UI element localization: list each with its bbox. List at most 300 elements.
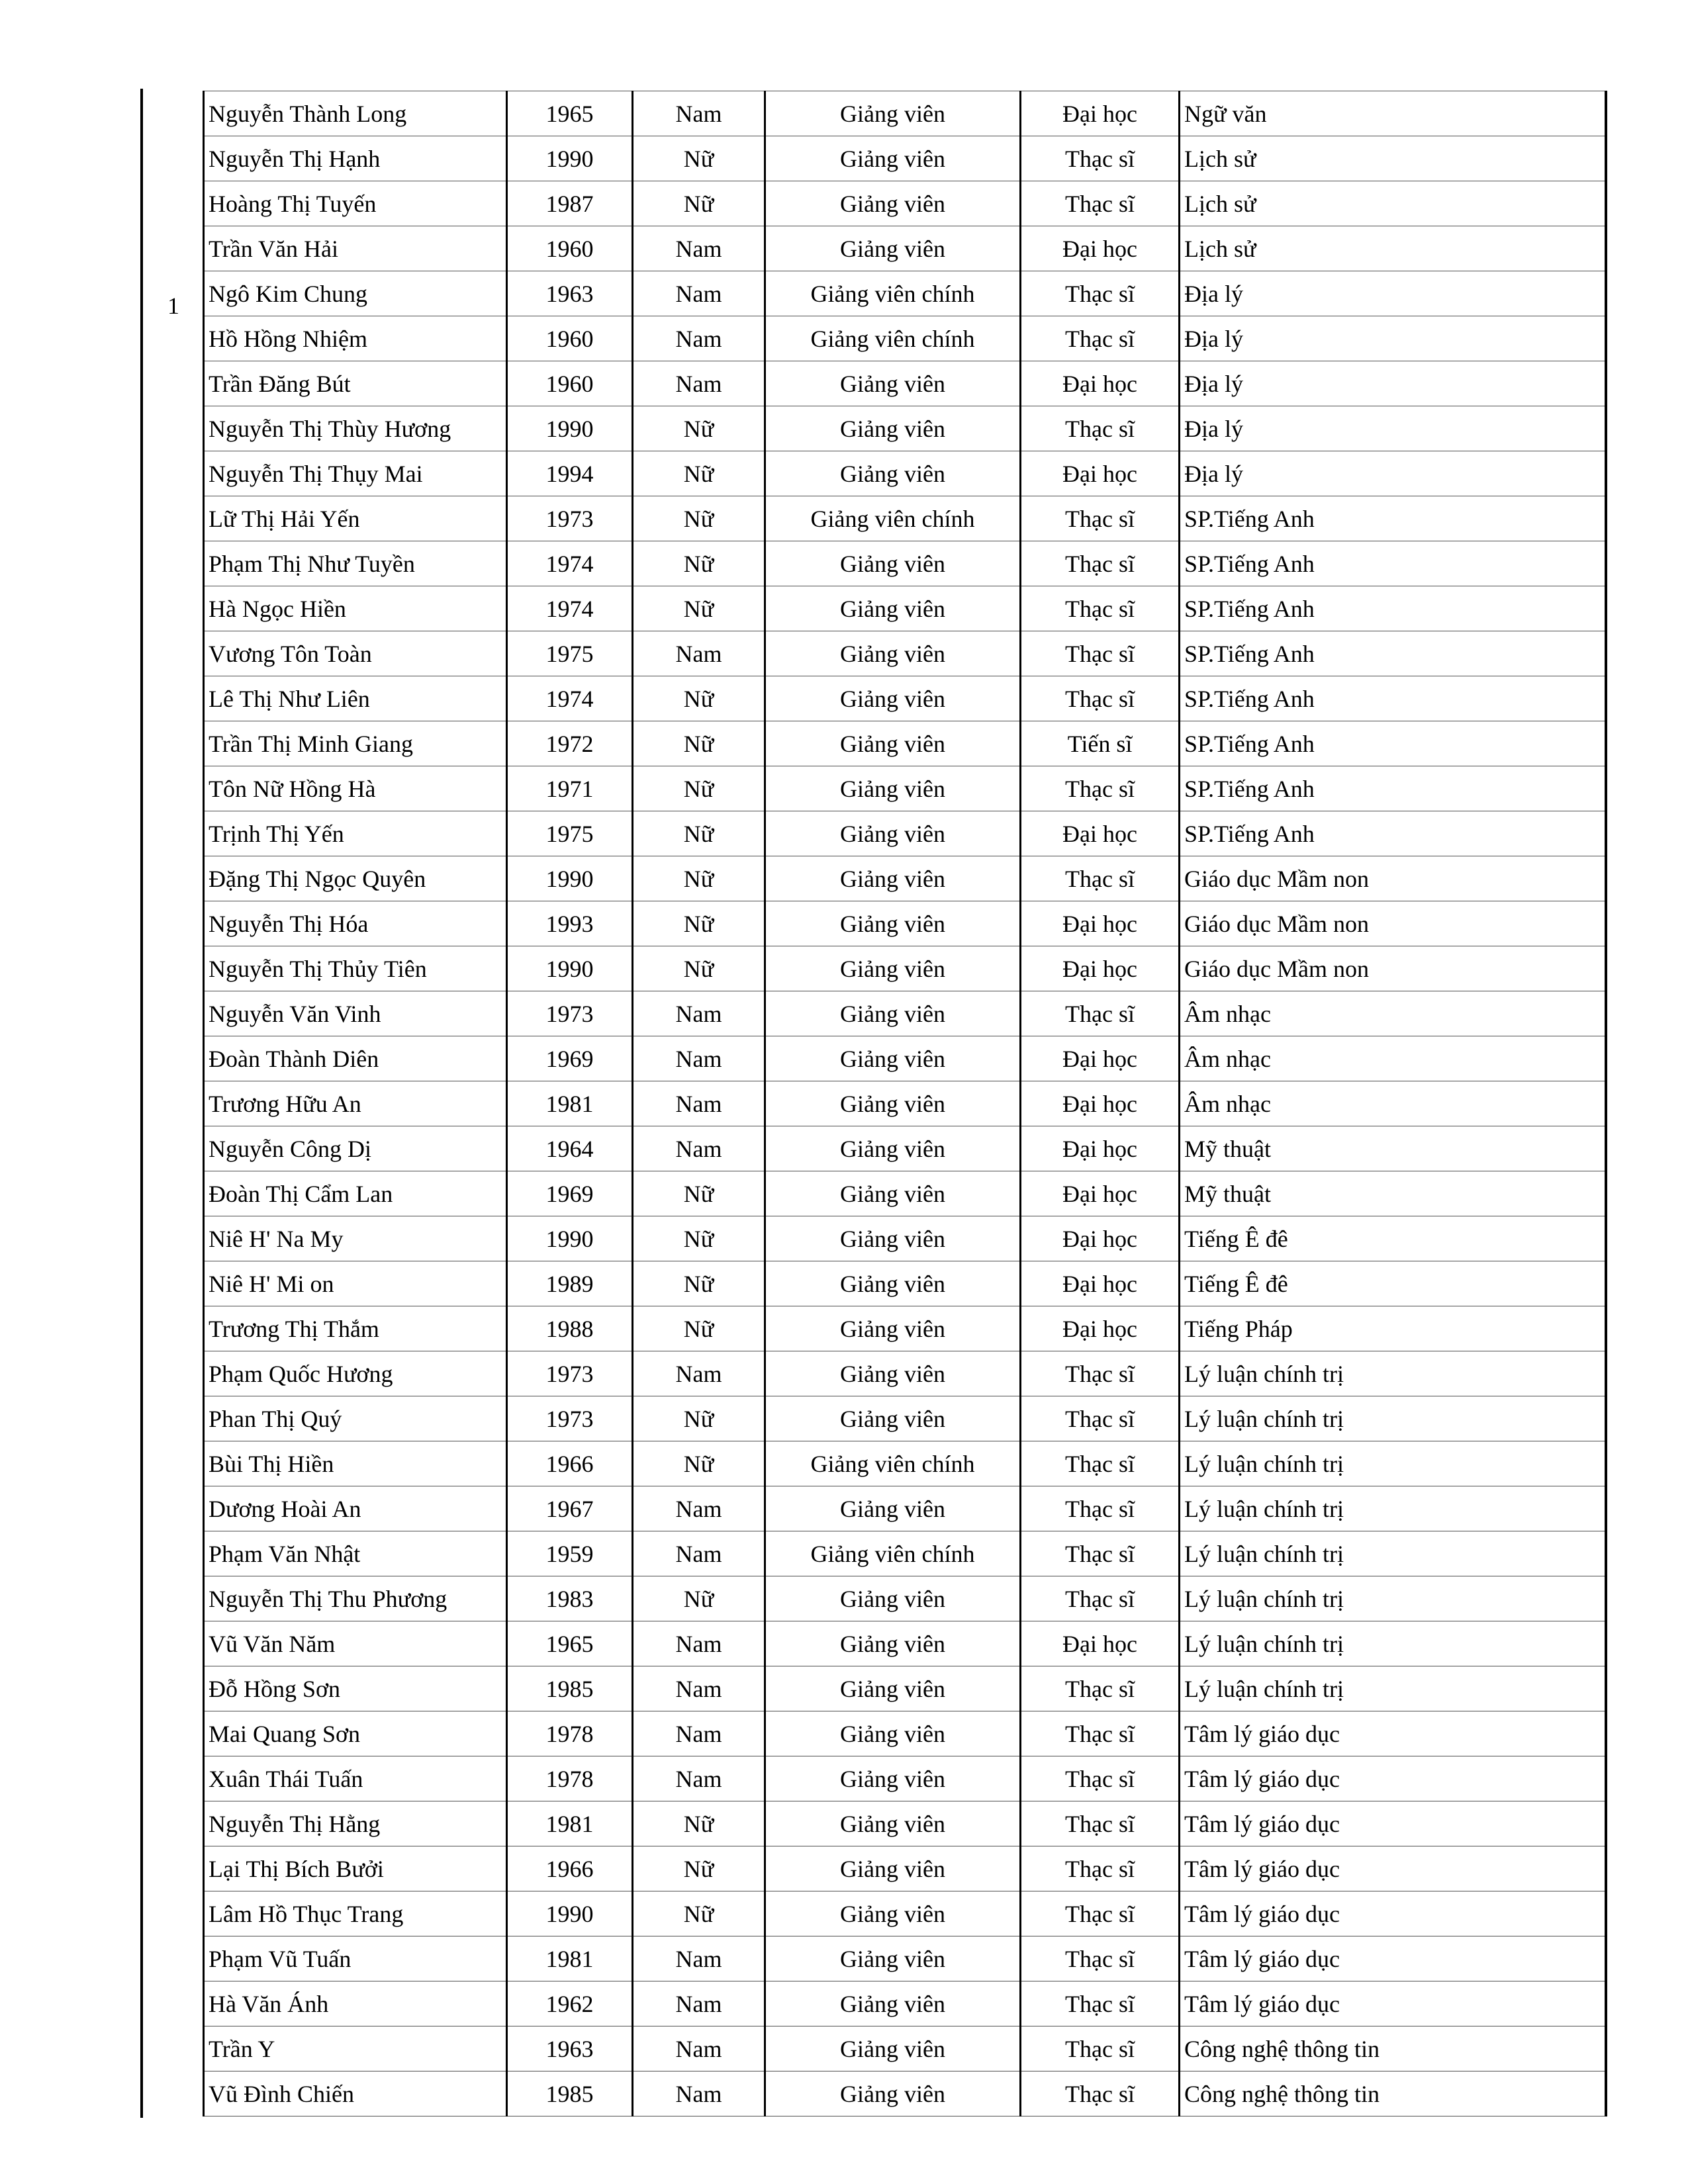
birth-year-cell: 1973 (507, 1396, 633, 1441)
table-row (204, 181, 1606, 226)
degree-cell: Tiến sĩ (1021, 721, 1180, 766)
job-title-cell: Giảng viên (765, 811, 1021, 856)
job-title-cell: Giảng viên (765, 631, 1021, 676)
table-row (204, 1936, 1606, 1981)
job-title-cell: Giảng viên chính (765, 316, 1021, 361)
staff-table-body (204, 91, 1606, 2116)
job-title-cell: Giảng viên (765, 1126, 1021, 1171)
degree-cell: Đại học (1021, 1126, 1180, 1171)
job-title-cell: Giảng viên (765, 676, 1021, 721)
table-row (204, 1576, 1606, 1621)
job-title-cell: Giảng viên chính (765, 496, 1021, 541)
table-row (204, 1441, 1606, 1486)
staff-name-cell: Nguyễn Thị Thụy Mai (204, 451, 507, 496)
birth-year-cell: 1993 (507, 901, 633, 946)
major-cell: Tâm lý giáo dục (1180, 1891, 1606, 1936)
birth-year-cell: 1983 (507, 1576, 633, 1621)
gender-cell: Nữ (633, 946, 765, 991)
degree-cell: Thạc sĩ (1021, 1801, 1180, 1846)
degree-cell: Đại học (1021, 451, 1180, 496)
gender-cell: Nữ (633, 586, 765, 631)
major-cell: Địa lý (1180, 271, 1606, 316)
birth-year-cell: 1973 (507, 991, 633, 1036)
gender-cell: Nữ (633, 1846, 765, 1891)
staff-name-cell: Trần Đăng Bút (204, 361, 507, 406)
staff-name-cell: Bùi Thị Hiền (204, 1441, 507, 1486)
staff-name-cell: Hồ Hồng Nhiệm (204, 316, 507, 361)
table-row (204, 1351, 1606, 1396)
table-row (204, 1306, 1606, 1351)
major-cell: Công nghệ thông tin (1180, 2071, 1606, 2116)
staff-table (203, 91, 1607, 2116)
birth-year-cell: 1981 (507, 1081, 633, 1126)
gender-cell: Nữ (633, 181, 765, 226)
table-row (204, 1846, 1606, 1891)
staff-name-cell: Hà Văn Ánh (204, 1981, 507, 2026)
job-title-cell: Giảng viên (765, 1396, 1021, 1441)
birth-year-cell: 1966 (507, 1846, 633, 1891)
degree-cell: Thạc sĩ (1021, 1756, 1180, 1801)
birth-year-cell: 1990 (507, 1216, 633, 1261)
table-row (204, 1801, 1606, 1846)
degree-cell: Thạc sĩ (1021, 271, 1180, 316)
birth-year-cell: 1981 (507, 1801, 633, 1846)
birth-year-cell: 1987 (507, 181, 633, 226)
job-title-cell: Giảng viên (765, 91, 1021, 136)
job-title-cell: Giảng viên (765, 541, 1021, 586)
major-cell: Lý luận chính trị (1180, 1576, 1606, 1621)
gender-cell: Nữ (633, 406, 765, 451)
birth-year-cell: 1966 (507, 1441, 633, 1486)
degree-cell: Đại học (1021, 1216, 1180, 1261)
gender-cell: Nữ (633, 451, 765, 496)
major-cell: SP.Tiếng Anh (1180, 766, 1606, 811)
major-cell: Tâm lý giáo dục (1180, 1981, 1606, 2026)
staff-name-cell: Lữ Thị Hải Yến (204, 496, 507, 541)
job-title-cell: Giảng viên (765, 1756, 1021, 1801)
degree-cell: Thạc sĩ (1021, 1396, 1180, 1441)
birth-year-cell: 1963 (507, 271, 633, 316)
gender-cell: Nam (633, 1666, 765, 1711)
birth-year-cell: 1973 (507, 496, 633, 541)
table-row (204, 1036, 1606, 1081)
major-cell: Lịch sử (1180, 181, 1606, 226)
gender-cell: Nam (633, 1351, 765, 1396)
gender-cell: Nam (633, 316, 765, 361)
gender-cell: Nam (633, 271, 765, 316)
birth-year-cell: 1959 (507, 1531, 633, 1576)
major-cell: Địa lý (1180, 316, 1606, 361)
gender-cell: Nữ (633, 1261, 765, 1306)
gender-cell: Nữ (633, 676, 765, 721)
degree-cell: Thạc sĩ (1021, 1351, 1180, 1396)
birth-year-cell: 1994 (507, 451, 633, 496)
major-cell: Giáo dục Mầm non (1180, 856, 1606, 901)
birth-year-cell: 1975 (507, 811, 633, 856)
table-row (204, 406, 1606, 451)
gender-cell: Nữ (633, 136, 765, 181)
major-cell: SP.Tiếng Anh (1180, 496, 1606, 541)
gender-cell: Nam (633, 226, 765, 271)
degree-cell: Đại học (1021, 361, 1180, 406)
gender-cell: Nam (633, 631, 765, 676)
job-title-cell: Giảng viên (765, 721, 1021, 766)
table-row (204, 1171, 1606, 1216)
degree-cell: Thạc sĩ (1021, 136, 1180, 181)
birth-year-cell: 1989 (507, 1261, 633, 1306)
job-title-cell: Giảng viên (765, 1576, 1021, 1621)
job-title-cell: Giảng viên (765, 2026, 1021, 2071)
major-cell: Lý luận chính trị (1180, 1351, 1606, 1396)
job-title-cell: Giảng viên (765, 361, 1021, 406)
major-cell: SP.Tiếng Anh (1180, 541, 1606, 586)
job-title-cell: Giảng viên (765, 1981, 1021, 2026)
table-row (204, 946, 1606, 991)
job-title-cell: Giảng viên (765, 1846, 1021, 1891)
job-title-cell: Giảng viên chính (765, 1441, 1021, 1486)
staff-name-cell: Tôn Nữ Hồng Hà (204, 766, 507, 811)
staff-name-cell: Nguyễn Thị Hạnh (204, 136, 507, 181)
birth-year-cell: 1990 (507, 946, 633, 991)
birth-year-cell: 1990 (507, 856, 633, 901)
major-cell: Địa lý (1180, 361, 1606, 406)
birth-year-cell: 1967 (507, 1486, 633, 1531)
major-cell: Âm nhạc (1180, 1036, 1606, 1081)
major-cell: Tâm lý giáo dục (1180, 1711, 1606, 1756)
degree-cell: Thạc sĩ (1021, 676, 1180, 721)
table-row (204, 1216, 1606, 1261)
gender-cell: Nam (633, 2026, 765, 2071)
table-row (204, 2026, 1606, 2071)
job-title-cell: Giảng viên (765, 2071, 1021, 2116)
major-cell: Tâm lý giáo dục (1180, 1801, 1606, 1846)
table-row (204, 586, 1606, 631)
birth-year-cell: 1978 (507, 1756, 633, 1801)
major-cell: Lý luận chính trị (1180, 1396, 1606, 1441)
table-row (204, 271, 1606, 316)
staff-name-cell: Hoàng Thị Tuyến (204, 181, 507, 226)
birth-year-cell: 1978 (507, 1711, 633, 1756)
degree-cell: Đại học (1021, 1621, 1180, 1666)
staff-name-cell: Lại Thị Bích Bưởi (204, 1846, 507, 1891)
birth-year-cell: 1974 (507, 586, 633, 631)
job-title-cell: Giảng viên (765, 406, 1021, 451)
gender-cell: Nữ (633, 811, 765, 856)
degree-cell: Đại học (1021, 901, 1180, 946)
major-cell: Lịch sử (1180, 136, 1606, 181)
gender-cell: Nữ (633, 766, 765, 811)
staff-name-cell: Hà Ngọc Hiền (204, 586, 507, 631)
table-row (204, 1711, 1606, 1756)
table-row (204, 361, 1606, 406)
degree-cell: Thạc sĩ (1021, 1666, 1180, 1711)
degree-cell: Thạc sĩ (1021, 496, 1180, 541)
gender-cell: Nam (633, 1036, 765, 1081)
gender-cell: Nam (633, 1711, 765, 1756)
major-cell: Tiếng Ê đê (1180, 1261, 1606, 1306)
degree-cell: Thạc sĩ (1021, 2071, 1180, 2116)
staff-name-cell: Nguyễn Văn Vinh (204, 991, 507, 1036)
major-cell: Âm nhạc (1180, 991, 1606, 1036)
table-row (204, 1981, 1606, 2026)
major-cell: Ngữ văn (1180, 91, 1606, 136)
table-row (204, 766, 1606, 811)
degree-cell: Thạc sĩ (1021, 1711, 1180, 1756)
staff-name-cell: Phạm Thị Như Tuyền (204, 541, 507, 586)
staff-name-cell: Nguyễn Thị Thủy Tiên (204, 946, 507, 991)
job-title-cell: Giảng viên (765, 766, 1021, 811)
major-cell: SP.Tiếng Anh (1180, 811, 1606, 856)
birth-year-cell: 1969 (507, 1036, 633, 1081)
staff-name-cell: Nguyễn Thị Hóa (204, 901, 507, 946)
job-title-cell: Giảng viên (765, 451, 1021, 496)
degree-cell: Thạc sĩ (1021, 1486, 1180, 1531)
job-title-cell: Giảng viên (765, 226, 1021, 271)
staff-name-cell: Đặng Thị Ngọc Quyên (204, 856, 507, 901)
degree-cell: Thạc sĩ (1021, 541, 1180, 586)
staff-name-cell: Đoàn Thành Diên (204, 1036, 507, 1081)
job-title-cell: Giảng viên (765, 1171, 1021, 1216)
degree-cell: Thạc sĩ (1021, 766, 1180, 811)
job-title-cell: Giảng viên (765, 1666, 1021, 1711)
table-row (204, 1666, 1606, 1711)
degree-cell: Thạc sĩ (1021, 181, 1180, 226)
major-cell: Địa lý (1180, 406, 1606, 451)
table-row (204, 1396, 1606, 1441)
degree-cell: Thạc sĩ (1021, 1441, 1180, 1486)
staff-name-cell: Lâm Hồ Thục Trang (204, 1891, 507, 1936)
birth-year-cell: 1974 (507, 676, 633, 721)
table-row (204, 631, 1606, 676)
staff-name-cell: Phạm Quốc Hương (204, 1351, 507, 1396)
staff-name-cell: Niê H' Mi on (204, 1261, 507, 1306)
birth-year-cell: 1971 (507, 766, 633, 811)
birth-year-cell: 1974 (507, 541, 633, 586)
staff-name-cell: Trần Văn Hải (204, 226, 507, 271)
table-row (204, 496, 1606, 541)
table-row (204, 1081, 1606, 1126)
degree-cell: Đại học (1021, 91, 1180, 136)
job-title-cell: Giảng viên (765, 1036, 1021, 1081)
job-title-cell: Giảng viên (765, 901, 1021, 946)
table-row (204, 1126, 1606, 1171)
gender-cell: Nữ (633, 721, 765, 766)
birth-year-cell: 1963 (507, 2026, 633, 2071)
birth-year-cell: 1965 (507, 1621, 633, 1666)
degree-cell: Đại học (1021, 1081, 1180, 1126)
major-cell: Tiếng Pháp (1180, 1306, 1606, 1351)
major-cell: SP.Tiếng Anh (1180, 631, 1606, 676)
table-row (204, 1621, 1606, 1666)
table-row (204, 856, 1606, 901)
gender-cell: Nữ (633, 1396, 765, 1441)
job-title-cell: Giảng viên (765, 946, 1021, 991)
staff-name-cell: Xuân Thái Tuấn (204, 1756, 507, 1801)
birth-year-cell: 1973 (507, 1351, 633, 1396)
major-cell: SP.Tiếng Anh (1180, 586, 1606, 631)
job-title-cell: Giảng viên (765, 991, 1021, 1036)
staff-name-cell: Vũ Văn Năm (204, 1621, 507, 1666)
table-row (204, 1261, 1606, 1306)
birth-year-cell: 1985 (507, 2071, 633, 2116)
table-row (204, 901, 1606, 946)
table-row (204, 1891, 1606, 1936)
job-title-cell: Giảng viên (765, 136, 1021, 181)
major-cell: Giáo dục Mầm non (1180, 901, 1606, 946)
gender-cell: Nam (633, 1936, 765, 1981)
table-row (204, 721, 1606, 766)
staff-name-cell: Trần Thị Minh Giang (204, 721, 507, 766)
job-title-cell: Giảng viên (765, 1351, 1021, 1396)
staff-name-cell: Lê Thị Như Liên (204, 676, 507, 721)
major-cell: Lý luận chính trị (1180, 1486, 1606, 1531)
major-cell: Âm nhạc (1180, 1081, 1606, 1126)
gender-cell: Nữ (633, 496, 765, 541)
major-cell: SP.Tiếng Anh (1180, 676, 1606, 721)
birth-year-cell: 1981 (507, 1936, 633, 1981)
degree-cell: Đại học (1021, 1171, 1180, 1216)
gender-cell: Nam (633, 1531, 765, 1576)
table-row (204, 226, 1606, 271)
gender-cell: Nữ (633, 856, 765, 901)
major-cell: Lý luận chính trị (1180, 1666, 1606, 1711)
degree-cell: Thạc sĩ (1021, 1891, 1180, 1936)
birth-year-cell: 1960 (507, 316, 633, 361)
gender-cell: Nam (633, 2071, 765, 2116)
table-row (204, 541, 1606, 586)
table-row (204, 91, 1606, 136)
degree-cell: Thạc sĩ (1021, 1531, 1180, 1576)
staff-name-cell: Đỗ Hồng Sơn (204, 1666, 507, 1711)
staff-name-cell: Nguyễn Thị Hằng (204, 1801, 507, 1846)
major-cell: SP.Tiếng Anh (1180, 721, 1606, 766)
gender-cell: Nữ (633, 1171, 765, 1216)
degree-cell: Đại học (1021, 1036, 1180, 1081)
table-row (204, 811, 1606, 856)
gender-cell: Nữ (633, 1891, 765, 1936)
degree-cell: Thạc sĩ (1021, 586, 1180, 631)
table-row (204, 2071, 1606, 2116)
gender-cell: Nam (633, 361, 765, 406)
gender-cell: Nữ (633, 1801, 765, 1846)
staff-name-cell: Niê H' Na My (204, 1216, 507, 1261)
staff-name-cell: Nguyễn Thành Long (204, 91, 507, 136)
gender-cell: Nữ (633, 1441, 765, 1486)
major-cell: Lý luận chính trị (1180, 1621, 1606, 1666)
table-row (204, 136, 1606, 181)
birth-year-cell: 1990 (507, 136, 633, 181)
gender-cell: Nam (633, 1081, 765, 1126)
staff-name-cell: Nguyễn Thị Thu Phương (204, 1576, 507, 1621)
degree-cell: Thạc sĩ (1021, 856, 1180, 901)
gender-cell: Nam (633, 991, 765, 1036)
gender-cell: Nam (633, 1126, 765, 1171)
job-title-cell: Giảng viên (765, 856, 1021, 901)
table-row (204, 991, 1606, 1036)
degree-cell: Thạc sĩ (1021, 316, 1180, 361)
birth-year-cell: 1964 (507, 1126, 633, 1171)
job-title-cell: Giảng viên (765, 1081, 1021, 1126)
degree-cell: Thạc sĩ (1021, 2026, 1180, 2071)
birth-year-cell: 1960 (507, 361, 633, 406)
job-title-cell: Giảng viên (765, 1486, 1021, 1531)
staff-name-cell: Trương Hữu An (204, 1081, 507, 1126)
job-title-cell: Giảng viên (765, 181, 1021, 226)
birth-year-cell: 1960 (507, 226, 633, 271)
birth-year-cell: 1975 (507, 631, 633, 676)
birth-year-cell: 1990 (507, 1891, 633, 1936)
degree-cell: Thạc sĩ (1021, 631, 1180, 676)
major-cell: Công nghệ thông tin (1180, 2026, 1606, 2071)
degree-cell: Thạc sĩ (1021, 1981, 1180, 2026)
major-cell: Tâm lý giáo dục (1180, 1846, 1606, 1891)
job-title-cell: Giảng viên (765, 1711, 1021, 1756)
degree-cell: Đại học (1021, 1261, 1180, 1306)
table-row (204, 316, 1606, 361)
stt-column (140, 89, 204, 2118)
major-cell: Giáo dục Mầm non (1180, 946, 1606, 991)
degree-cell: Thạc sĩ (1021, 1846, 1180, 1891)
birth-year-cell: 1988 (507, 1306, 633, 1351)
job-title-cell: Giảng viên (765, 1891, 1021, 1936)
major-cell: Lịch sử (1180, 226, 1606, 271)
birth-year-cell: 1972 (507, 721, 633, 766)
staff-name-cell: Đoàn Thị Cẩm Lan (204, 1171, 507, 1216)
degree-cell: Thạc sĩ (1021, 1936, 1180, 1981)
degree-cell: Đại học (1021, 226, 1180, 271)
gender-cell: Nữ (633, 1216, 765, 1261)
birth-year-cell: 1985 (507, 1666, 633, 1711)
birth-year-cell: 1962 (507, 1981, 633, 2026)
gender-cell: Nam (633, 1486, 765, 1531)
birth-year-cell: 1990 (507, 406, 633, 451)
staff-name-cell: Nguyễn Công Dị (204, 1126, 507, 1171)
major-cell: Lý luận chính trị (1180, 1441, 1606, 1486)
staff-name-cell: Vũ Đình Chiến (204, 2071, 507, 2116)
major-cell: Tiếng Ê đê (1180, 1216, 1606, 1261)
major-cell: Mỹ thuật (1180, 1126, 1606, 1171)
degree-cell: Đại học (1021, 1306, 1180, 1351)
staff-name-cell: Phan Thị Quý (204, 1396, 507, 1441)
major-cell: Tâm lý giáo dục (1180, 1936, 1606, 1981)
staff-name-cell: Dương Hoài An (204, 1486, 507, 1531)
job-title-cell: Giảng viên (765, 1801, 1021, 1846)
major-cell: Tâm lý giáo dục (1180, 1756, 1606, 1801)
table-row (204, 1486, 1606, 1531)
major-cell: Mỹ thuật (1180, 1171, 1606, 1216)
job-title-cell: Giảng viên (765, 1306, 1021, 1351)
table-row (204, 676, 1606, 721)
table-row (204, 451, 1606, 496)
job-title-cell: Giảng viên (765, 1261, 1021, 1306)
job-title-cell: Giảng viên (765, 586, 1021, 631)
gender-cell: Nam (633, 91, 765, 136)
gender-cell: Nữ (633, 541, 765, 586)
degree-cell: Đại học (1021, 946, 1180, 991)
gender-cell: Nữ (633, 1576, 765, 1621)
job-title-cell: Giảng viên chính (765, 1531, 1021, 1576)
birth-year-cell: 1965 (507, 91, 633, 136)
job-title-cell: Giảng viên (765, 1216, 1021, 1261)
staff-name-cell: Phạm Vũ Tuấn (204, 1936, 507, 1981)
job-title-cell: Giảng viên chính (765, 271, 1021, 316)
gender-cell: Nữ (633, 1306, 765, 1351)
birth-year-cell: 1969 (507, 1171, 633, 1216)
staff-name-cell: Nguyễn Thị Thùy Hương (204, 406, 507, 451)
degree-cell: Đại học (1021, 811, 1180, 856)
degree-cell: Thạc sĩ (1021, 991, 1180, 1036)
group-number: 1 (167, 293, 179, 319)
